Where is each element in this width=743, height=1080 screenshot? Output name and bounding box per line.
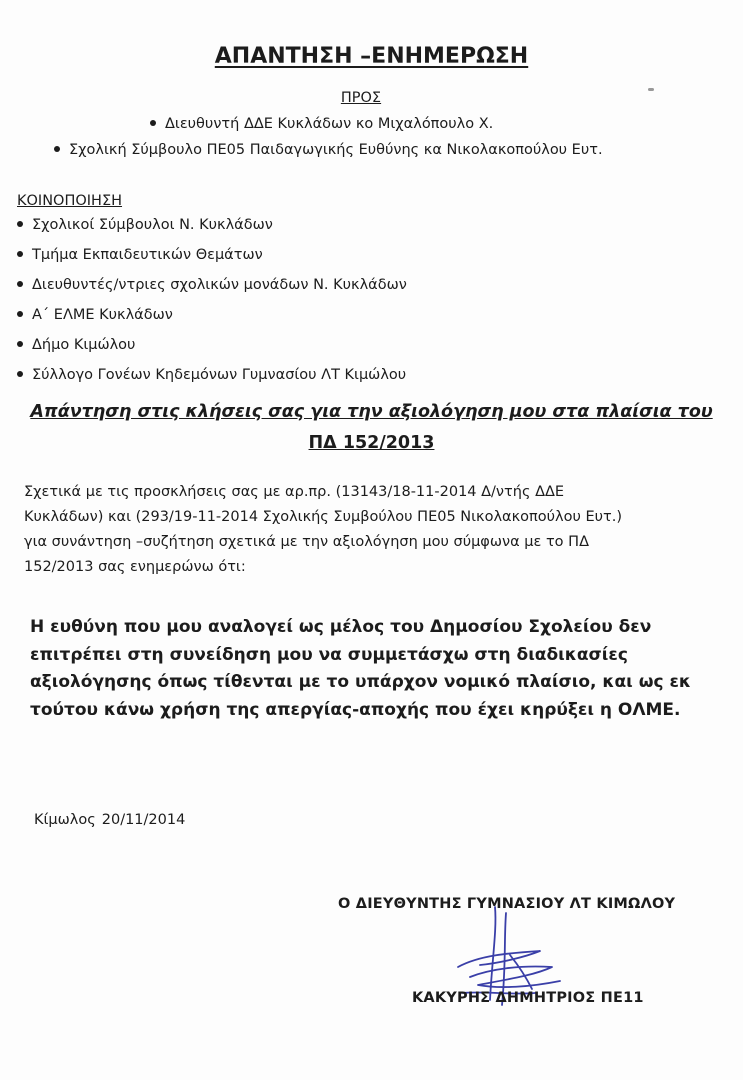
cc-item [17,247,407,277]
subject-line-1: Απάντηση στις κλήσεις σας για την αξιολόγηση μου στα πλαίσια του [30,402,713,422]
statement-line: τούτου κάνω χρήση της απεργίας-αποχής που έχει κηρύξει η ΟΛΜΕ. [30,699,681,720]
signature-stroke [458,951,540,967]
bullet-icon [17,221,23,227]
recipient-text: Διευθυντή ΔΔΕ Κυκλάδων κο Μιχαλόπουλο Χ. [165,116,494,132]
to-heading: ΠΡΟΣ [340,90,382,106]
statement-paragraph [30,614,730,724]
document-title [0,44,743,69]
signatory-title: Ο ΔΙΕΥΘΥΝΤΗΣ ΓΥΜΝΑΣΙΟΥ ΛΤ ΚΙΜΩΛΟΥ [338,896,676,912]
statement-line: αξιολόγησης όπως τίθενται με το υπάρχον νομικό πλαίσιο, και ως εκ [30,672,692,692]
recipient-item [150,116,493,132]
body-line: για συνάντηση –συζήτηση σχετικά με την αξιολόγηση μου σύμφωνα με το ΠΔ [24,534,589,550]
cc-item-text: Τμήμα Εκπαιδευτικών Θεμάτων [32,247,263,263]
signature-stroke [470,966,560,987]
cc-item [17,337,407,367]
body-line: Σχετικά με τις προσκλήσεις σας με αρ.πρ. (13143/18-11-2014 Δ/ντής ΔΔΕ [24,484,565,500]
cc-item-text: Σύλλογο Γονέων Κηδεμόνων Γυμνασίου ΛΤ Κιμώλου [32,367,407,383]
cc-list [17,217,407,397]
recipient-text: Σχολική Σύμβουλο ΠΕ05 Παιδαγωγικής Ευθύνης κα Νικολακοπούλου Ευτ. [69,142,603,158]
date-value: 20/11/2014 [101,812,186,828]
subject-heading [0,397,743,459]
cc-item [17,367,407,397]
signatory-name: ΚΑΚΥΡΗΣ ΔΗΜΗΤΡΙΟΣ ΠΕ11 [412,990,644,1006]
cc-heading: ΚΟΙΝΟΠΟΙΗΣΗ [17,193,123,209]
cc-item [17,307,407,337]
cc-item-text: Δήμο Κιμώλου [32,337,136,353]
recipient-item [54,142,603,158]
body-line: 152/2013 σας ενημερώνω ότι: [24,559,246,575]
scan-speck [648,88,654,91]
bullet-icon [54,146,60,152]
bullet-icon [17,341,23,347]
document-title-text: ΑΠΑΝΤΗΣΗ –ΕΝΗΜΕΡΩΣΗ [214,44,529,69]
body-line: Κυκλάδων) και (293/19-11-2014 Σχολικής Συμβούλου ΠΕ05 Νικολακοπούλου Ευτ.) [24,509,623,525]
statement-line: Η ευθύνη που μου αναλογεί ως μέλος του Δημοσίου Σχολείου δεν [30,617,652,637]
bullet-icon [17,371,23,377]
subject-line-2: ΠΔ 152/2013 [308,433,435,453]
date-line [34,812,185,828]
body-paragraph [24,480,714,580]
cc-item-text: Διευθυντές/ντριες σχολικών μονάδων Ν. Κυκλάδων [32,277,407,293]
signature-stroke [510,955,532,989]
statement-line: επιτρέπει στη συνείδηση μου να συμμετάσχω στη διαδικασίες [30,644,628,665]
cc-item [17,277,407,307]
cc-item-text: Α΄ ΕΛΜΕ Κυκλάδων [32,307,173,323]
cc-item [17,217,407,247]
bullet-icon [17,251,23,257]
bullet-icon [150,120,156,126]
bullet-icon [17,311,23,317]
cc-item-text: Σχολικοί Σύμβουλοι Ν. Κυκλάδων [32,217,273,233]
bullet-icon [17,281,23,287]
date-place: Κίμωλος [34,812,96,828]
